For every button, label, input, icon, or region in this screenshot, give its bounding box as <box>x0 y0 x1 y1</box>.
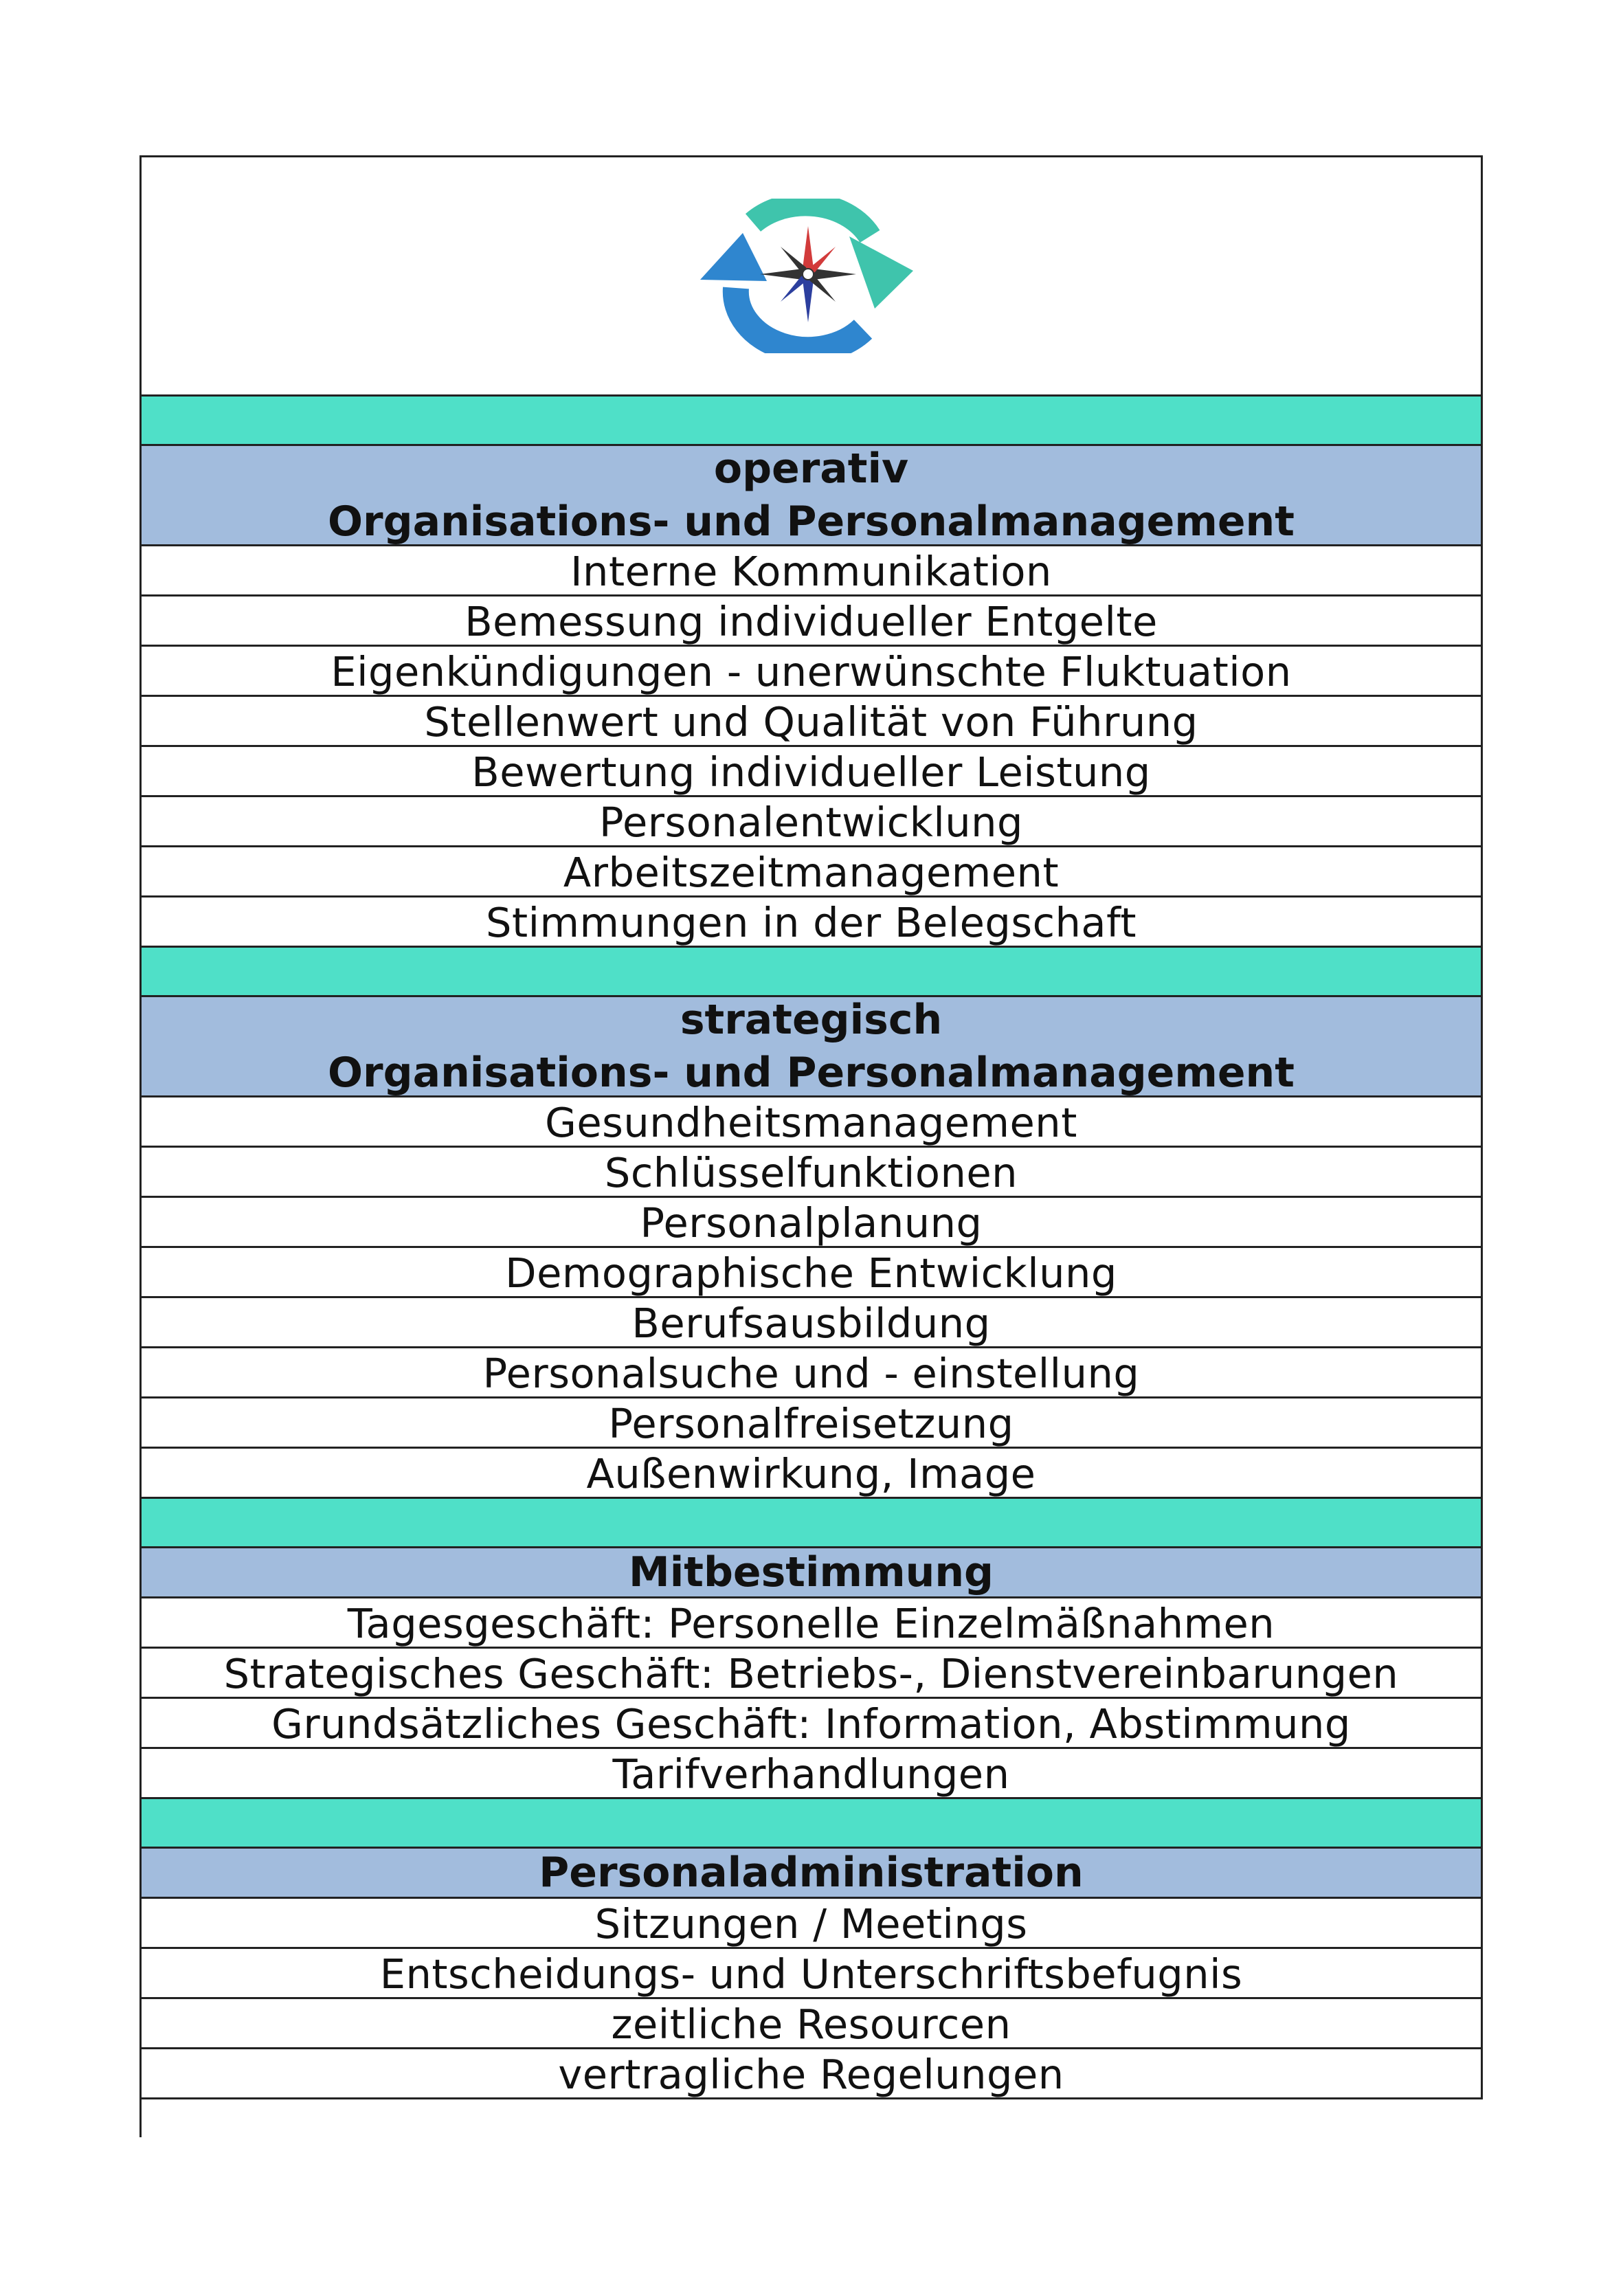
table-frame <box>139 155 1483 2099</box>
table-row: Tagesgeschäft: Personelle Einzelmäßnahmen <box>142 1598 1481 1649</box>
spacer-row <box>142 948 1481 997</box>
sections-container <box>142 397 1481 2099</box>
table-row: Interne Kommunikation <box>142 546 1481 597</box>
spacer-row <box>142 397 1481 446</box>
table-row: Personalplanung <box>142 1198 1481 1248</box>
table-row: vertragliche Regelungen <box>142 2049 1481 2099</box>
table-row: Sitzungen / Meetings <box>142 1899 1481 1949</box>
table-row: Bewertung individueller Leistung <box>142 747 1481 797</box>
table-row: Demographische Entwicklung <box>142 1248 1481 1298</box>
topic-table <box>139 155 1483 2099</box>
compass-cycle-icon <box>695 199 921 353</box>
table-row: Personalfreisetzung <box>142 1398 1481 1449</box>
section-heading-line: Mitbestimmung <box>629 1548 994 1596</box>
spacer-row <box>142 1499 1481 1548</box>
logo-cell <box>142 157 1481 397</box>
section-heading <box>142 446 1481 546</box>
table-row: Schlüsselfunktionen <box>142 1148 1481 1198</box>
table-row: Eigenkündigungen - unerwünschte Fluktuation <box>142 647 1481 697</box>
table-row: Außenwirkung, Image <box>142 1449 1481 1499</box>
table-row: Stellenwert und Qualität von Führung <box>142 697 1481 747</box>
section-heading-line: Personaladministration <box>539 1849 1084 1897</box>
spacer-row <box>142 1799 1481 1849</box>
table-row: Arbeitszeitmanagement <box>142 847 1481 898</box>
table-row: Tarifverhandlungen <box>142 1749 1481 1799</box>
table-row: Bemessung individueller Entgelte <box>142 597 1481 647</box>
table-left-border-tail <box>139 2099 142 2137</box>
section-heading-line: operativ <box>713 444 909 493</box>
table-row: Strategisches Geschäft: Betriebs-, Dienstvereinbarungen <box>142 1649 1481 1699</box>
table-row: Grundsätzliches Geschäft: Information, Abstimmung <box>142 1699 1481 1749</box>
table-row: Personalsuche und - einstellung <box>142 1348 1481 1398</box>
table-row: Gesundheitsmanagement <box>142 1097 1481 1148</box>
table-row: Berufsausbildung <box>142 1298 1481 1348</box>
section-heading <box>142 1849 1481 1899</box>
section-heading-line: strategisch <box>680 995 943 1044</box>
section-heading-line: Organisations- und Personalmanagement <box>328 497 1295 546</box>
section-heading-line: Organisations- und Personalmanagement <box>328 1048 1295 1097</box>
section-heading <box>142 1548 1481 1598</box>
section-heading <box>142 997 1481 1097</box>
table-row: Personalentwicklung <box>142 797 1481 847</box>
table-row: Stimmungen in der Belegschaft <box>142 898 1481 948</box>
table-row: zeitliche Resourcen <box>142 1999 1481 2049</box>
table-row: Entscheidungs- und Unterschriftsbefugnis <box>142 1949 1481 1999</box>
